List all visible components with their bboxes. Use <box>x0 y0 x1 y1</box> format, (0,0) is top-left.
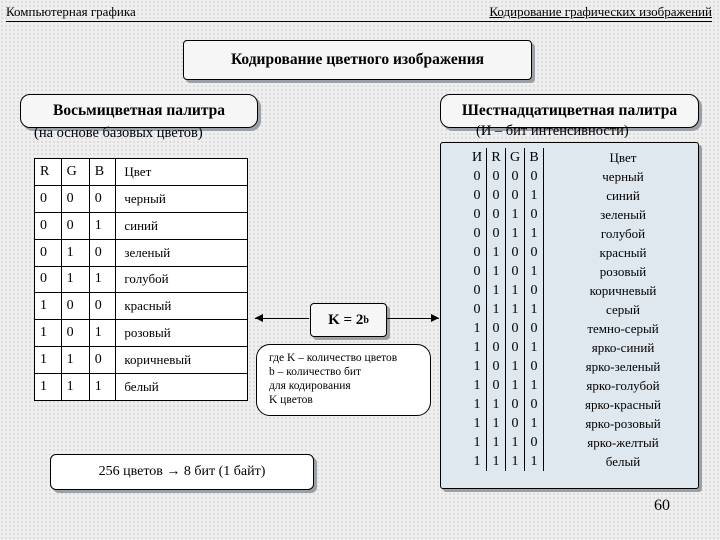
table-row <box>468 376 698 395</box>
table-cell: 0 <box>487 186 506 205</box>
page-number: 60 <box>654 497 670 514</box>
table-cell: 0 <box>525 243 544 262</box>
table-cell: 0 <box>525 395 544 414</box>
table-cell: 1 <box>61 266 89 293</box>
table-row <box>468 167 698 186</box>
table-cell: темно-серый <box>587 321 659 336</box>
table-cell: 1 <box>468 338 487 357</box>
table-cell: голубой <box>600 226 646 241</box>
table-cell: 0 <box>468 186 487 205</box>
legend-line: b – количество бит <box>269 366 362 378</box>
table-cell: 1 <box>525 452 544 471</box>
table-cell: 1 <box>506 452 525 471</box>
table-cell: 0 <box>506 338 525 357</box>
table-row <box>468 433 698 452</box>
table-cell: 1 <box>35 374 62 401</box>
table-cell: ярко-желтый <box>587 435 659 450</box>
header-subject: Компьютерная графика <box>6 4 136 19</box>
table-row <box>468 338 698 357</box>
table-cell: 0 <box>89 293 116 320</box>
table-cell: 1 <box>487 452 506 471</box>
table-row <box>468 414 698 433</box>
table-cell: 1 <box>525 186 544 205</box>
table-cell: 1 <box>506 224 525 243</box>
table-row <box>468 357 698 376</box>
table-cell: 1 <box>487 395 506 414</box>
legend-line: для кодирования <box>269 380 351 392</box>
table-cell: коричневый <box>589 283 657 298</box>
table-row <box>468 395 698 414</box>
table-cell: розовый <box>116 320 248 347</box>
table-cell: красный <box>116 293 248 320</box>
table-cell: 0 <box>487 205 506 224</box>
table-row <box>468 452 698 471</box>
table-header-row <box>468 148 698 167</box>
table-row <box>35 266 248 293</box>
table-cell: ярко-розовый <box>585 416 661 431</box>
table-row <box>35 293 248 320</box>
table-cell: 1 <box>89 212 116 239</box>
table-cell: 1 <box>468 452 487 471</box>
table-cell: черный <box>602 169 644 184</box>
table-cell: синий <box>606 188 640 203</box>
header-divider <box>6 21 712 22</box>
table-cell: 0 <box>468 262 487 281</box>
table-cell: 0 <box>525 319 544 338</box>
column-header: R <box>35 159 62 186</box>
arrow-left-icon <box>255 318 309 319</box>
table-cell: 0 <box>506 262 525 281</box>
table-cell: 0 <box>487 224 506 243</box>
table-row <box>35 347 248 374</box>
column-header: B <box>89 159 116 186</box>
table-row <box>35 212 248 239</box>
table-row <box>468 300 698 319</box>
palette8-title: Восьмицветная палитра <box>20 94 258 128</box>
table-cell: голубой <box>116 266 248 293</box>
header-topic: Кодирование графических изображений <box>489 4 712 19</box>
table-cell: 0 <box>89 239 116 266</box>
table-cell: 1 <box>468 414 487 433</box>
table-cell: 0 <box>35 185 62 212</box>
table-cell: 0 <box>506 395 525 414</box>
table-row <box>468 186 698 205</box>
table-cell: 0 <box>506 243 525 262</box>
column-header: И <box>468 148 487 167</box>
palette16-subtitle: (И – бит интенсивности) <box>476 123 629 139</box>
table-cell: 0 <box>89 185 116 212</box>
column-header: G <box>61 159 89 186</box>
table-cell: 0 <box>468 243 487 262</box>
table-row <box>35 320 248 347</box>
table-cell: 1 <box>468 395 487 414</box>
table-cell: 1 <box>525 262 544 281</box>
table-cell: черный <box>116 185 248 212</box>
table-cell: 1 <box>487 414 506 433</box>
legend-line: где K – количество цветов <box>269 352 398 364</box>
table-cell: 0 <box>506 186 525 205</box>
table-cell: 1 <box>89 266 116 293</box>
table-row <box>468 243 698 262</box>
table-cell: 1 <box>468 376 487 395</box>
formula-base: K = 2 <box>328 311 364 328</box>
table-cell: 0 <box>525 205 544 224</box>
table-cell: 1 <box>525 224 544 243</box>
palette16-table <box>468 148 698 471</box>
table-cell: 1 <box>61 347 89 374</box>
table-cell: 1 <box>61 374 89 401</box>
table-cell: 1 <box>35 293 62 320</box>
table-cell: 1 <box>468 319 487 338</box>
table-cell: 0 <box>468 300 487 319</box>
table-cell: 0 <box>61 320 89 347</box>
table-cell: 1 <box>525 414 544 433</box>
table-cell: 0 <box>487 319 506 338</box>
table-cell: 0 <box>525 167 544 186</box>
table-cell: 0 <box>35 239 62 266</box>
table-cell: 0 <box>487 376 506 395</box>
table-cell: 1 <box>89 374 116 401</box>
table-row <box>35 374 248 401</box>
table-cell: 0 <box>35 266 62 293</box>
slide-title: Кодирование цветного изображения <box>183 40 532 80</box>
table-cell: 0 <box>506 167 525 186</box>
table-cell: белый <box>605 454 641 469</box>
table-cell: синий <box>116 212 248 239</box>
table-row <box>468 262 698 281</box>
column-header: Цвет <box>609 150 637 165</box>
table-cell: зеленый <box>600 207 646 222</box>
table-cell: коричневый <box>116 347 248 374</box>
table-cell: 0 <box>35 212 62 239</box>
column-header: G <box>506 148 525 167</box>
table-cell: зеленый <box>116 239 248 266</box>
table-cell: 0 <box>525 357 544 376</box>
table-cell: 1 <box>468 357 487 376</box>
table-cell: ярко-красный <box>585 397 661 412</box>
table-cell: 1 <box>506 300 525 319</box>
formula-box <box>310 303 387 337</box>
table-cell: 1 <box>525 300 544 319</box>
table-cell: 0 <box>487 338 506 357</box>
table-cell: 0 <box>525 433 544 452</box>
table-cell: белый <box>116 374 248 401</box>
table-cell: 1 <box>525 338 544 357</box>
table-cell: 1 <box>506 376 525 395</box>
table-cell: розовый <box>599 264 647 279</box>
palette16-title: Шестнадцатицветная палитра <box>440 94 699 128</box>
table-cell: ярко-синий <box>591 340 655 355</box>
table-cell: 0 <box>506 414 525 433</box>
table-row <box>468 319 698 338</box>
table-cell: 0 <box>487 357 506 376</box>
bits-example: 256 цветов → 8 бит (1 байт) <box>50 454 314 490</box>
table-cell: 0 <box>61 293 89 320</box>
table-cell: 0 <box>487 167 506 186</box>
table-cell: 0 <box>61 212 89 239</box>
table-cell: 1 <box>61 239 89 266</box>
table-cell: 0 <box>468 167 487 186</box>
table-cell: 1 <box>468 433 487 452</box>
palette8-table <box>34 158 248 401</box>
table-cell: ярко-зеленый <box>585 359 661 374</box>
table-cell: 1 <box>35 347 62 374</box>
table-cell: 1 <box>525 376 544 395</box>
palette8-subtitle: (на основе базовых цветов) <box>34 125 203 141</box>
column-header: Цвет <box>116 159 248 186</box>
table-header-row <box>35 159 248 186</box>
table-cell: 0 <box>525 281 544 300</box>
table-row <box>35 239 248 266</box>
table-cell: 1 <box>487 262 506 281</box>
table-cell: 1 <box>487 243 506 262</box>
table-cell: 0 <box>468 205 487 224</box>
column-header: R <box>487 148 506 167</box>
column-header: B <box>525 148 544 167</box>
table-cell: 0 <box>468 281 487 300</box>
table-cell: 1 <box>487 281 506 300</box>
formula-exponent: b <box>363 314 369 326</box>
table-cell: 1 <box>506 357 525 376</box>
table-cell: 1 <box>487 300 506 319</box>
table-row <box>468 281 698 300</box>
table-cell: 1 <box>506 433 525 452</box>
table-cell: 0 <box>468 224 487 243</box>
table-row <box>468 205 698 224</box>
table-cell: 1 <box>506 205 525 224</box>
table-cell: красный <box>599 245 647 260</box>
table-cell: 1 <box>89 320 116 347</box>
legend-line: K цветов <box>269 394 313 406</box>
table-cell: 0 <box>61 185 89 212</box>
table-cell: 0 <box>506 319 525 338</box>
table-row <box>35 185 248 212</box>
table-cell: 0 <box>89 347 116 374</box>
table-cell: ярко-голубой <box>586 378 660 393</box>
formula-legend <box>256 344 431 416</box>
table-cell: серый <box>606 302 640 317</box>
table-cell: 1 <box>506 281 525 300</box>
arrow-right-icon <box>387 318 439 319</box>
table-cell: 1 <box>487 433 506 452</box>
table-cell: 1 <box>35 320 62 347</box>
table-row <box>468 224 698 243</box>
